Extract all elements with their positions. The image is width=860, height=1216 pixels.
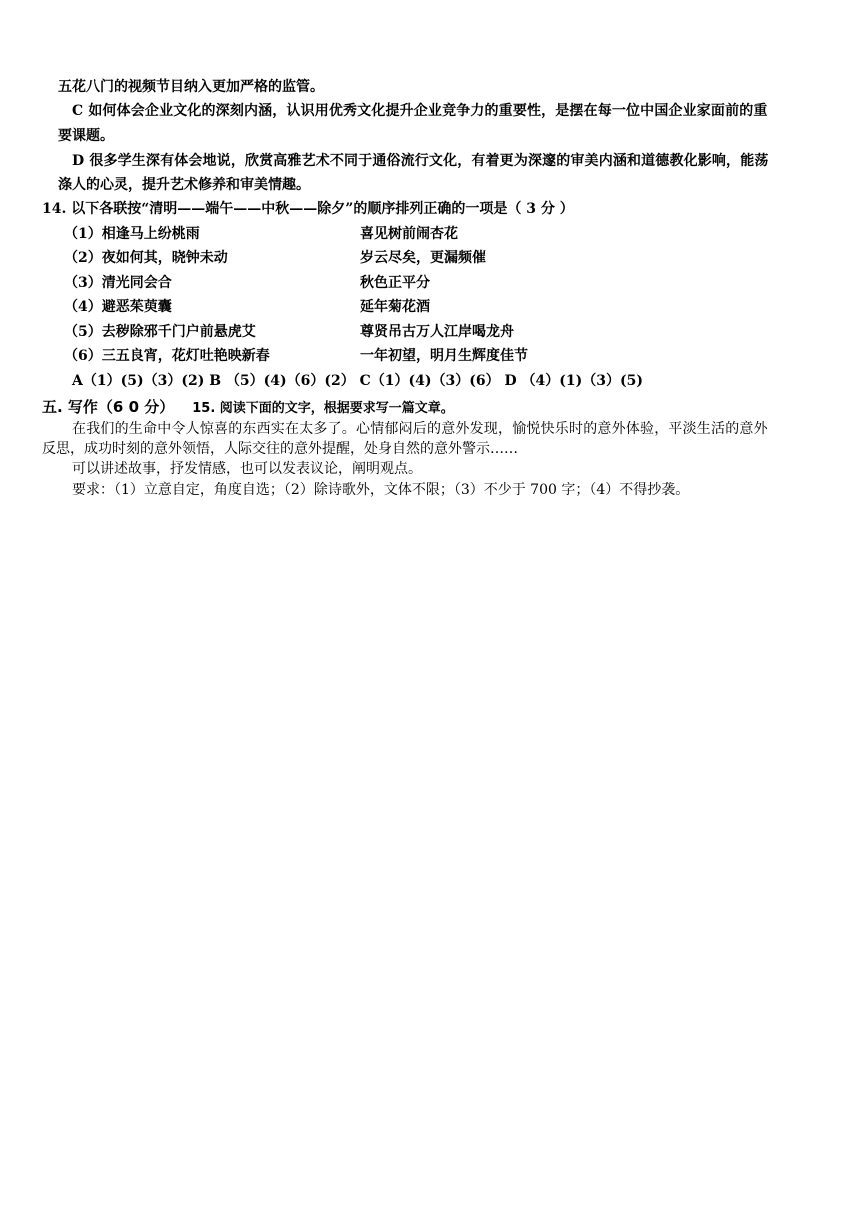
q15-prompt-para2: 可以讲述故事，抒发情感，也可以发表议论，阐明观点。 <box>72 461 422 477</box>
q14-couplet-2-left: （2）夜如何其，晓钟未动 <box>64 250 228 266</box>
q14-couplet-1-right: 喜见树前闹杏花 <box>360 226 458 242</box>
q14-couplet-3-right: 秋色正平分 <box>360 275 430 291</box>
q15-prompt-line1: 在我们的生命中令人惊喜的东西实在太多了。心情郁闷后的意外发现，愉悦快乐时的意外体验，平淡生活的意外 <box>72 421 768 437</box>
q15-requirements: 要求：（1）立意自定，角度自选；（2）除诗歌外，文体不限；（3）不少于 700 字；（4）不得抄袭。 <box>72 482 690 498</box>
q14-couplet-2-right: 岁云尽矣，更漏频催 <box>360 250 486 266</box>
q14-answer-options: A（1）(5)（3）(2) B （5）(4)（6）(2） C（1）(4)（3）(6） D （4）(1)（3）(5) <box>72 373 643 389</box>
q14-couplet-6-right: 一年初望，明月生辉度佳节 <box>360 348 528 364</box>
q13-option-d-line1: D 很多学生深有体会地说，欣赏高雅艺术不同于通俗流行文化，有着更为深邃的审美内涵和道德教化影响，能荡 <box>72 153 769 169</box>
q14-couplet-5-left: （5）去秽除邪千门户前悬虎艾 <box>64 324 256 340</box>
q14-couplet-4-left: （4）避恶茱萸囊 <box>64 299 172 315</box>
q14-couplet-4-right: 延年菊花酒 <box>360 299 430 315</box>
q14-couplet-3-left: （3）清光同会合 <box>64 275 172 291</box>
q14-couplet-6-left: （6）三五良宵，花灯吐艳映新春 <box>64 348 270 364</box>
q13-option-b-tail: 五花八门的视频节目纳入更加严格的监管。 <box>58 79 324 95</box>
q14-couplet-5-right: 尊贤吊古万人江岸喝龙舟 <box>360 324 514 340</box>
q15-task: 15. 阅读下面的文字，根据要求写一篇文章。 <box>192 401 454 416</box>
section-5-heading: 五. 写作（6 0 分） <box>42 398 175 416</box>
q13-option-c-line1: C 如何体会企业文化的深刻内涵，认识用优秀文化提升企业竞争力的重要性，是摆在每一位中国企业家面前的重 <box>72 103 768 119</box>
q15-prompt-line2: 反思，成功时刻的意外领悟，人际交往的意外提醒，处身自然的意外警示…… <box>42 441 518 457</box>
q13-option-d-line2: 涤人的心灵，提升艺术修养和审美情趣。 <box>58 177 310 193</box>
q14-stem: 14. 以下各联按“清明——端午——中秋——除夕”的顺序排列正确的一项是（ 3 分 ） <box>42 201 574 217</box>
q14-couplet-1-left: （1）相逢马上纷桃雨 <box>64 226 200 242</box>
section-5-header <box>42 397 454 419</box>
q13-option-c-line2: 要课题。 <box>58 128 114 144</box>
